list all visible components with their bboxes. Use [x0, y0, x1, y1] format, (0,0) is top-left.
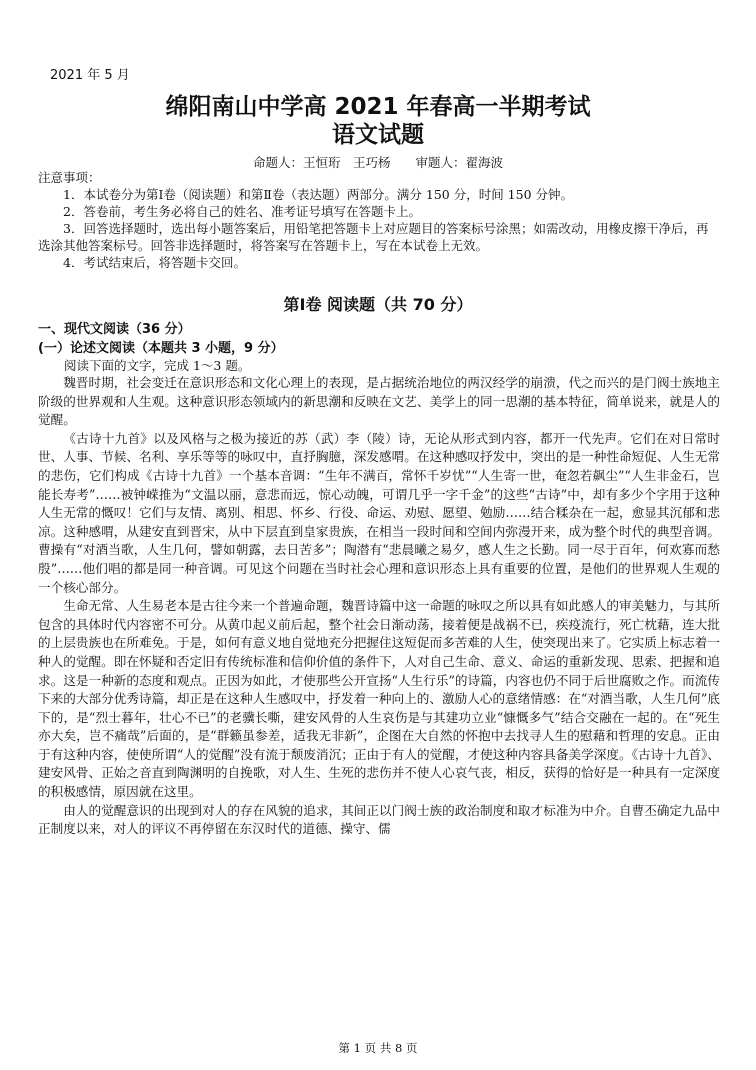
page-footer: 第 1 页 共 8 页 — [338, 1041, 418, 1055]
notice-block — [38, 169, 718, 271]
reading-instruction: 阅读下面的文字，完成 1～3 题。 — [64, 358, 251, 373]
notice-item: 3．回答选择题时，选出每小题答案后，用铅笔把答题卡上对应题目的答案标号涂黑；如需改动，用橡皮擦干净后，再选涂其他答案标号。回答非选择题时，将答案写在答题卡上，写在本试卷上无效。 — [38, 221, 709, 253]
passage-paragraph: 《古诗十九首》以及风格与之极为接近的苏（武）李（陵）诗，无论从形式到内容，都开一代先声。它们在对日常时世、人事、节候、名利、享乐等等的咏叹中，直抒胸臆，深发感喟。在这种感叹抒发中，突出的是一种性命短促、人生无常的悲伤，它们构成《古诗十九首》一个基本音调：“生年不满百，常怀千岁忧”“人生寄一世，奄忽若飙尘”“人生非金石，岂能长寿考”……被钟嵘推为“文温以丽，意悲而远，惊心动魄，可谓几乎一字千金”的这些“古诗”中，却有多少个字用于这种人生无常的慨叹！它们与友情、离别、相思、怀乡、行役、命运、劝慰、愿望、勉励……结合糅杂在一起，愈显其沉郁和悲凉。这种感喟，从建安直到晋宋，从中下层直到皇家贵族，在相当一段时间和空间内弥漫开来，成为整个时代的典型音调。曹操有“对酒当歌，人生几何，譬如朝露，去日苦多”；陶潜有“悲晨曦之易夕，感人生之长勤。同一尽于百年，何欢寡而愁殷”……他们唱的都是同一种音调。可见这个问题在当时社会心理和意识形态上具有重要的位置，是他们的世界观人生观的一个核心部分。 — [38, 430, 720, 595]
exam-date: 2021 年 5 月 — [50, 68, 130, 83]
notice-item: 4．考试结束后，将答题卡交回。 — [63, 255, 246, 270]
passage-paragraph: 魏晋时期，社会变迁在意识形态和文化心理上的表现，是占据统治地位的两汉经学的崩溃，代之而兴的是门阀士族地主阶级的世界观和人生观。这种意识形态领域内的新思潮和反映在文艺、美学上的同一思潮的基本特征，简单说来，就是人的觉醒。 — [38, 375, 720, 428]
exam-title: 绵阳南山中学高 2021 年春高一半期考试 — [165, 94, 591, 120]
passage-paragraph: 由人的觉醒意识的出现到对人的存在风貌的追求，其间正以门阀士族的政治制度和取才标准为中介。自曹丕确定九品中正制度以来，对人的评议不再停留在东汉时代的道德、操守、儒 — [38, 802, 720, 837]
passage-paragraph: 生命无常、人生易老本是古往今来一个普遍命题，魏晋诗篇中这一命题的咏叹之所以具有如此感人的审美魅力，与其所包含的具体时代内容密不可分。从黄巾起义前后起，整个社会日渐动荡，接着便是战祸不已，疾疫流行，死亡枕藉，连大批的上层贵族也在所难免。于是，如何有意义地自觉地充分把握住这短促而多苦难的人生，使突现出来了。它实质上标志着一种人的觉醒。即在怀疑和否定旧有传统标准和信仰价值的条件下，人对自己生命、意义、命运的重新发现、思索、把握和追求。这是一种新的态度和观点。正因为如此，才使那些公开宣扬“人生行乐”的诗篇，内容也仍不同于后世腐败之作。而流传下来的大部分优秀诗篇，却正是在这种人生感叹中，抒发着一种向上的、激励人心的意绪情感：在“对酒当歌，人生几何”底下的，是“烈士暮年，壮心不已”的老骥长嘶，建安风骨的人生哀伤是与其建功立业“慷慨多气”结合交融在一起的。在“死生亦大矣，岂不痛哉”后面的，是“群籁虽参差，适我无非新”，企图在大自然的怀抱中去找寻人生的慰藉和哲理的安息。正由于有这种内容，使使所谓“人的觉醒”没有流于颓废消沉；正由于有人的觉醒，才使这种内容具备美学深度。《古诗十九首》、建安风骨、正始之音直到陶渊明的自挽歌，对人生、生死的悲伤并不使人心哀气丧，相反，获得的恰好是一种具有一定深度的积极感情，原因就在这里。 — [38, 598, 720, 800]
notice-heading: 注意事项： — [38, 170, 101, 185]
reading-passage — [38, 374, 720, 839]
authors-line: 命题人：王恒珩 王巧杨 审题人：翟海波 — [252, 155, 503, 170]
exam-subject: 语文试题 — [332, 122, 424, 148]
notice-item: 2．答卷前，考生务必将自己的姓名、准考证号填写在答题卡上。 — [63, 204, 421, 219]
section-title: 第Ⅰ卷 阅读题（共 70 分） — [283, 295, 473, 314]
part-heading: 一、现代文阅读（36 分） — [38, 322, 191, 337]
sub-heading: (一）论述文阅读（本题共 3 小题，9 分） — [38, 341, 284, 356]
notice-item: 1．本试卷分为第Ⅰ卷（阅读题）和第Ⅱ卷（表达题）两部分。满分 150 分，时间 150 分钟。 — [63, 187, 573, 202]
